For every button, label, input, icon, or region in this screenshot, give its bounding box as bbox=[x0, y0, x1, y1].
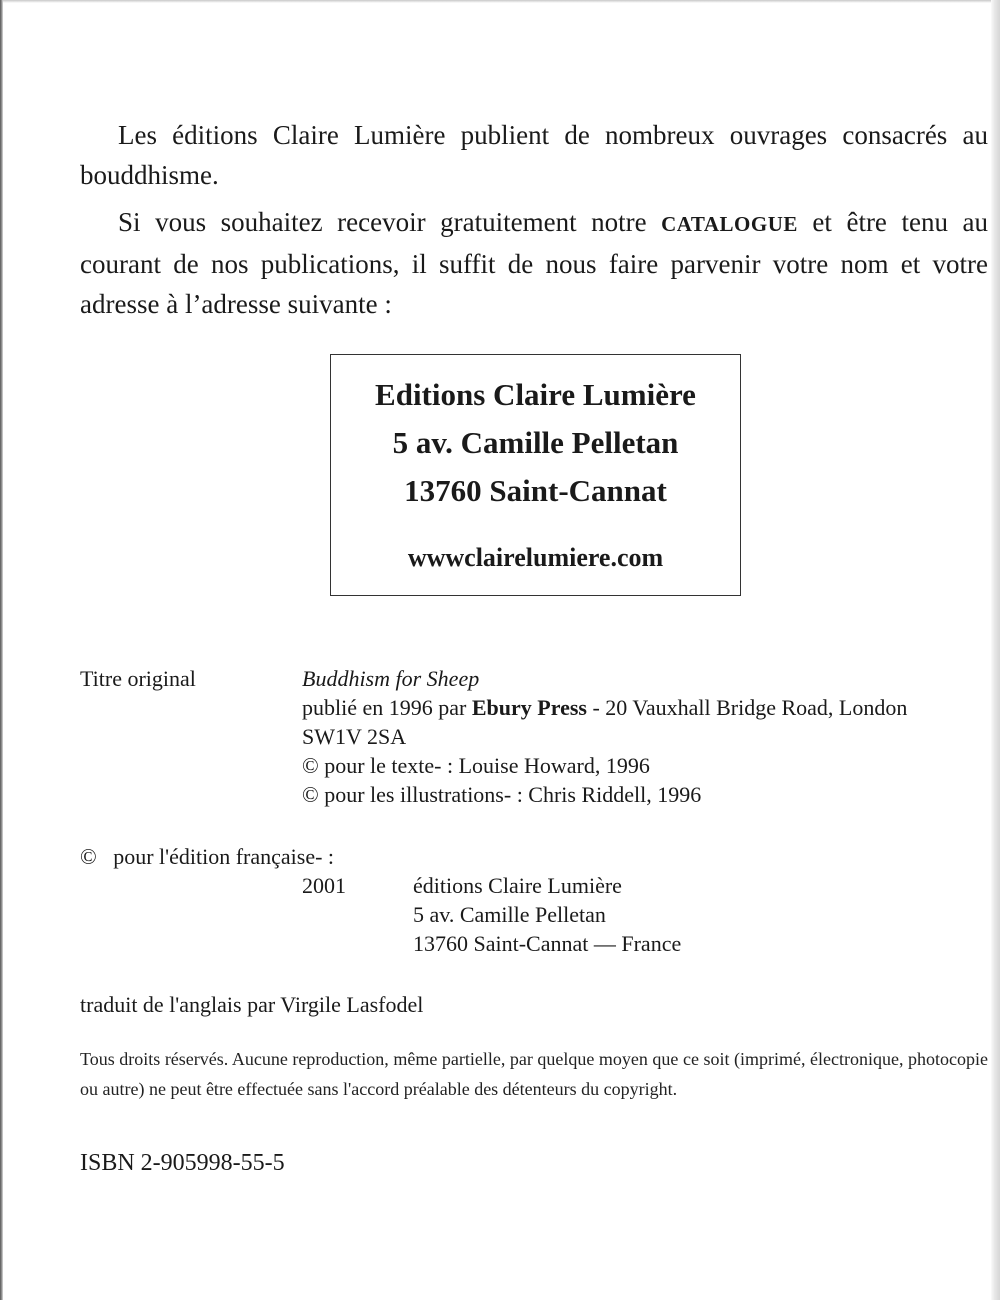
french-edition-label: © pour l'édition française- : bbox=[80, 844, 335, 869]
original-postcode: SW1V 2SA bbox=[302, 724, 407, 749]
catalogue-word: CATALOGUE bbox=[661, 212, 798, 236]
isbn: ISBN 2-905998-55-5 bbox=[80, 1150, 285, 1176]
text-copyright: © pour le texte- : Louise Howard, 1996 bbox=[302, 753, 650, 778]
publisher-city: 13760 Saint-Cannat bbox=[404, 473, 667, 508]
original-title-label: Titre original bbox=[80, 666, 196, 691]
publisher-name: Editions Claire Lumière bbox=[375, 377, 696, 412]
publisher-website: wwwclairelumiere.com bbox=[407, 543, 664, 572]
original-publication-line bbox=[302, 693, 992, 722]
original-title: Buddhism for Sheep bbox=[302, 666, 480, 691]
french-edition-line-2: 5 av. Camille Pelletan bbox=[413, 902, 606, 927]
page-edge-right bbox=[991, 0, 1000, 1300]
rights-notice: Tous droits réservés. Aucune reproduction, même partielle, par quelque moyen que ce soit (imprimé, électronique, photocopie ou autre) ne peut être effectuée sans l'accord préalable des détenteurs du copyright. bbox=[80, 1049, 988, 1099]
published-suffix: - 20 Vauxhall Bridge Road, London bbox=[586, 695, 908, 720]
page-edge-top bbox=[0, 0, 1000, 3]
french-edition-line-3: 13760 Saint-Cannat — France bbox=[413, 931, 682, 956]
intro-paragraph-2 bbox=[80, 202, 988, 324]
publisher-street: 5 av. Camille Pelletan bbox=[392, 425, 679, 460]
original-publisher: Ebury Press bbox=[471, 695, 587, 720]
page-edge-left bbox=[0, 0, 3, 1300]
french-edition-line-1: éditions Claire Lumière bbox=[413, 873, 622, 898]
french-edition-publisher bbox=[413, 871, 681, 958]
published-prefix: publié en 1996 par bbox=[302, 695, 472, 720]
intro-paragraph-1: Les éditions Claire Lumière publient de nombreux ouvrages consacrés au bouddhisme. bbox=[80, 120, 988, 190]
translation-credit: traduit de l'anglais par Virgile Lasfodel bbox=[80, 992, 424, 1017]
french-edition-year: 2001 bbox=[302, 873, 346, 898]
publisher-address-box bbox=[330, 354, 741, 596]
original-edition-details bbox=[302, 664, 992, 809]
intro-paragraph-2-start: Si vous souhaitez recevoir gratuitement notre bbox=[118, 207, 662, 237]
illustrations-copyright: © pour les illustrations- : Chris Riddell, 1996 bbox=[302, 782, 702, 807]
intro-paragraph-2-end: et être tenu au courant de nos publications, il suffit de nous faire parvenir votre nom et votre adresse à l’adresse suivante : bbox=[80, 207, 988, 319]
